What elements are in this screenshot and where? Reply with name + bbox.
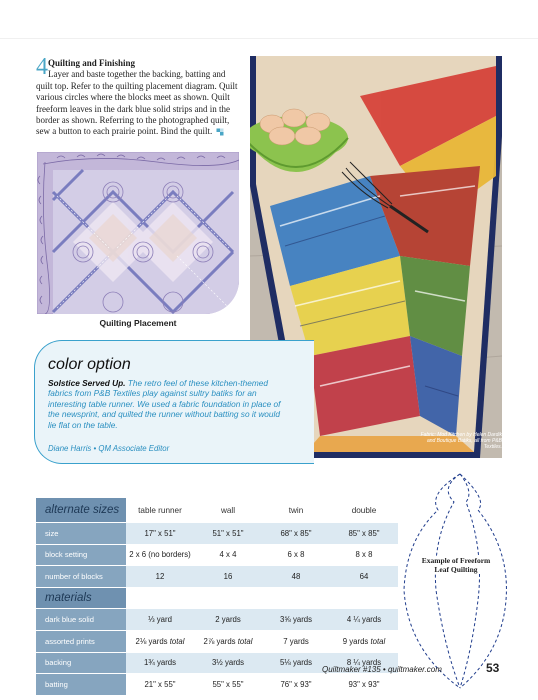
sizes-header-row: [36, 498, 398, 522]
color-option-author: Diane Harris • QM Associate Editor: [48, 444, 170, 453]
cell-value: 9 yards: [342, 636, 369, 646]
table-cell: 4 x 4: [219, 550, 237, 560]
row-label: size: [36, 523, 126, 544]
table-cell: 5⅛ yards: [262, 653, 330, 674]
table-cell: 16: [194, 566, 262, 587]
column-header: table runner: [126, 506, 194, 515]
table-cell: [330, 637, 398, 646]
cell-suffix: total: [237, 636, 253, 646]
column-header: wall: [194, 506, 262, 515]
photo-credit: Fabric: Mod Kitchen by Helen Dardik and Boutique Batiks, all from P&B Textiles.: [420, 432, 502, 450]
table-cell: 51" x 51": [194, 523, 262, 544]
table-cell: [262, 637, 330, 646]
color-option-body: The retro feel of these kitchen-themed fabrics from P&B Textiles play against sultry batiks for an interesting table runner. We used a fabric foundation in place of the newsprint, and quilted the runner without batting so it would lie flat on the table.: [48, 378, 281, 430]
materials-header-row: [36, 587, 398, 609]
leaf-label: Example of Freeform Leaf Quilting: [416, 556, 496, 574]
step-title: Quilting and Finishing: [48, 58, 136, 68]
table-cell: 6 x 8: [287, 550, 305, 560]
step-body: [36, 81, 238, 138]
table-cell: 68" x 85": [262, 523, 330, 544]
table-cell: 55" x 55": [212, 679, 244, 689]
color-option-text: [48, 378, 290, 430]
step-body-text: quilt top. Refer to the quilting placement diagram. Quilt various circles where the blocks meet as shown. Quilt freeform leaves in the dark blue solid strips and in the border as shown. Referring to the photographed quilt, sew a button to each prairie point. Bind the quilt.: [36, 80, 238, 137]
quilting-placement-diagram: [37, 152, 239, 314]
end-square-icon: [216, 128, 224, 136]
row-label: batting: [36, 674, 126, 695]
cell-suffix: total: [169, 636, 185, 646]
color-option-lead: Solstice Served Up.: [48, 378, 126, 388]
table-cell: 76" x 93": [280, 679, 312, 689]
top-rule: [0, 38, 538, 39]
table-cell: ⅓ yard: [126, 609, 194, 630]
row-label: assorted prints: [36, 631, 126, 652]
table-cell: 3½ yards: [194, 653, 262, 674]
cell-value: 2⅛ yards: [135, 636, 168, 646]
cell-value: 7 yards: [283, 636, 309, 646]
step-4-section: [36, 54, 238, 138]
sizes-heading: alternate sizes: [36, 498, 126, 522]
row-label: backing: [36, 653, 126, 674]
table-cell: 21" x 55": [144, 679, 176, 689]
step-first-line: Layer and baste together the backing, batting and: [48, 69, 226, 80]
table-cell: 2 x 6 (no borders): [129, 550, 191, 560]
table-cell: 2 yards: [194, 609, 262, 630]
table-row: [36, 544, 398, 566]
table-row: [36, 522, 398, 544]
page-number: 53: [486, 661, 500, 675]
color-option-heading: color option: [48, 356, 131, 373]
table-cell: 8 ¼ yards: [330, 653, 398, 674]
table-cell: 17" x 51": [126, 523, 194, 544]
table-cell: [194, 637, 262, 646]
quilting-diagram-illustration: [37, 152, 239, 314]
table-cell: 93" x 93": [348, 679, 380, 689]
footer-text: Quiltmaker #135 • quiltmaker.com: [322, 665, 442, 674]
table-cell: 4 ¼ yards: [330, 609, 398, 630]
table-cell: 1¾ yards: [126, 653, 194, 674]
table-cell: 64: [330, 566, 398, 587]
row-label: block setting: [36, 545, 126, 566]
diagram-caption: Quilting Placement: [99, 318, 177, 328]
row-label: dark blue solid: [36, 609, 126, 630]
table-cell: 8 x 8: [355, 550, 373, 560]
table-row: [36, 608, 398, 630]
table-row: [36, 673, 398, 695]
table-cell: 3⅝ yards: [262, 609, 330, 630]
table-cell: 48: [262, 566, 330, 587]
table-cell: 12: [126, 566, 194, 587]
table-cell: 85" x 85": [330, 523, 398, 544]
column-header: double: [330, 506, 398, 515]
cell-suffix: total: [370, 636, 386, 646]
step-number: 4: [36, 54, 48, 80]
freeform-leaf-illustration: [398, 470, 516, 692]
materials-heading: materials: [36, 588, 126, 609]
table-cell: [126, 637, 194, 646]
column-header: twin: [262, 506, 330, 515]
row-label: number of blocks: [36, 566, 126, 587]
cell-value: 2⅞ yards: [203, 636, 236, 646]
table-row: [36, 630, 398, 652]
table-row: [36, 565, 398, 587]
